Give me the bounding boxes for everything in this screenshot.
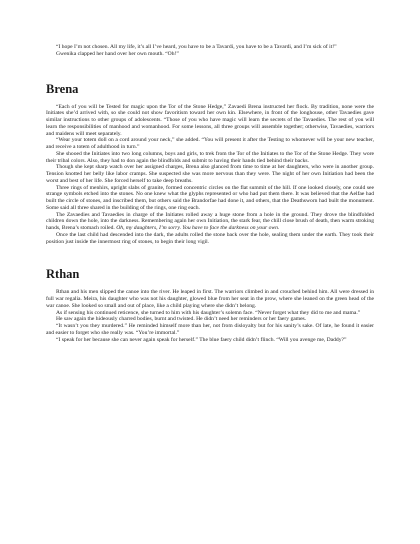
paragraph: She shooed the Initiates into two long columns, boys and girls, to trek from the Tor of the Initiates to the Tor of the Stone Hedge. They wore their tribal colors. Also, they had to don again the blindfolds and submit to having their hands tied behind their backs. — [46, 150, 374, 164]
paragraph: Though she kept sharp watch over her assigned charges, Brena also glanced from time to time at her daughters, who were in another group. Tension knotted her belly like labor cramps. She suspected she was more nervous than they were. The night of her own Initiation had been the worst and best of her life. She forced herself to take deep breaths. — [46, 164, 374, 184]
paragraph: “It wasn’t you they murdered.” He reminded himself more than her, not from disloyalty but for his sanity’s sake. Of late, he found it easier and easier to forget who she really was. “You’re immortal.” — [46, 323, 374, 336]
section-break — [46, 58, 374, 82]
paragraph: As if sensing his continued reticence, she turned to him with his daughter’s solemn face. “Never forget what they did to me and mama.” — [56, 309, 361, 316]
paragraph: Three rings of menhirs, upright slabs of granite, formed concentric circles on the flat summit of the hill. If one looked closely, one could see strange symbols etched into the stones. No one knew what the glyphs represented or who had put them there. It was believed that the Aelfae had built the circle of stones, and inscribed them, but others said the Brandorfae had done it, and others, that the Deathsworn had built the monument. Some said all three shared in the building of the rings, one ring each. — [46, 184, 374, 211]
paragraph: Gwenika clapped her hand over her own mouth. “Oh!” — [56, 50, 179, 57]
paragraph: Rthan and his men slipped the canoe into the river. He leaped in first. The warriors climbed in and crouched behind him. All were dressed in full war regalia. Meira, his daughter who was not his daughter, glowed blue from her seat in the prow, where she leaned on the green head of the war canoe. She looked so small and out of place, like a child playing where she didn’t belong. — [46, 289, 374, 309]
paragraph: He saw again the hideously charred bodies, burnt and twisted. He didn’t need her reminders or her faery games. — [56, 316, 307, 323]
paragraph: Once the last child had descended into the dark, the adults rolled the stone back over the hole, sealing them under the earth. They took their position just inside the innermost ring of stones, to begin their long vigil. — [46, 231, 374, 245]
section-heading-rthan: Rthan — [46, 267, 80, 282]
paragraph: “Each of you will be Tested for magic upon the Tor of the Stone Hedge,” Zavaedi Brena instructed her flock. By tradition, none were the Initiates she’d arrived with, so she could not show favoritism toward her own kin. Elsewhere, in front of the longhouse, other Tavaedies gave similar instructions to other groups of adolescents. “Those of you who have magic will learn the secrets of the Tavaedies. The rest of you will learn the responsibilities of manhood and womanhood. For some lessons, all three groups will assemble together; otherwise, Tavaedies, warriors and maidens will meet separately. — [46, 103, 374, 137]
paragraph-text: The Zavaedies and Tavaedies in charge of the Initiates rolled away a huge stone from a hole in the ground. They drove the blindfolded children down the hole, into the darkness. Remembering again her own Initiation, the stark fear, the chill close brush of death, then warm stroking hands, Brena’s stomach roiled. — [46, 211, 374, 231]
paragraph: “Wear your totem doll on a cord around your neck,” she added. “You will present it after the Testing to whomever will be your new teacher, and receive a totem of adulthood in turn.” — [46, 137, 374, 150]
paragraph: “I speak for her because she can never again speak for herself.” The blue faery child didn’t flinch. “Will you avenge me, Daddy?” — [56, 336, 347, 343]
section-heading-brena: Brena — [46, 81, 79, 96]
paragraph — [46, 212, 374, 232]
paragraph: “I hope I’m not chosen. All my life, it’s all I’ve heard, you have to be a Tavardi, you have to be a Tavardi, and I’m sick of it!” — [56, 44, 337, 50]
section-break — [46, 245, 374, 267]
italic-thought: Oh, my daughters, I’m sorry. You have to face the darkness on your own. — [116, 225, 280, 231]
